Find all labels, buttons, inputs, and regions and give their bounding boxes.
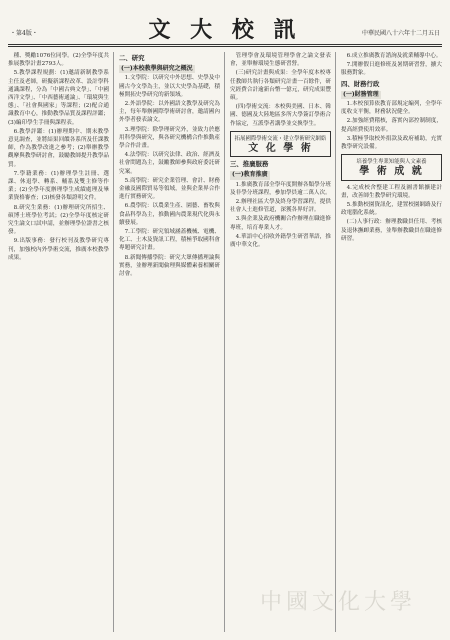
subsection-heading: (一)本校教學與研究之概況: [121, 65, 193, 73]
paragraph: 7.工學院：研究領域涵蓋機械、電機、化工、土木及資訊工程，積極爭取國科會專題研究計畫。: [119, 229, 220, 252]
section-number: ・第4版・: [10, 30, 38, 37]
paragraph: 6.成立推廣教育諮詢及就業輔導中心。: [346, 53, 442, 59]
column-2: [119, 52, 225, 632]
paragraph: 管理學會及環境管理學會之論文發表會，並舉辦環境生態研習營。: [230, 53, 331, 68]
paragraph: 3.積極爭取校外捐款及政府補助，充實教學研究設備。: [341, 135, 442, 151]
paragraph: 6.教學評鑑：(1)辦理期中、期末教學意見調查，並將結果回饋各系所及任課教師，作為教學改進之參考；(2)舉辦教學觀摩與教學研討會，鼓勵教師提升教學品質。: [8, 128, 109, 168]
paragraph: 種、獎勵1076位同學。(2)全學年度共推展教學計畫2793人。: [8, 53, 109, 68]
paragraph: 8.新聞傳播學院：研究大眾傳播理論與實務，並辦理新聞倫理與媒體素養相關研討會。: [119, 254, 220, 278]
paragraph: (二)人事行政：辦理教職員任用、考核及退休撫卹業務，並舉辦教職員在職進修研習。: [341, 219, 442, 242]
paragraph: 1.本校預算依教育部規定編列，全學年度收支平衡，財務狀況健全。: [341, 101, 442, 116]
paragraph: 5.商學院：研究企業管理、會計、財務金融及國際貿易等領域，並與企業界合作進行實務研究。: [119, 177, 220, 201]
paragraph: 4.法學院：以研究法律、政治、經濟及社會問題為主，鼓勵教師參與政府委託研究案。: [119, 152, 220, 175]
paragraph: (三)研究計畫與成果：全學年度本校專任教師共執行各類研究計畫一百餘件，研究經費合計逾新台幣一億元，研究成果豐碩。: [230, 70, 331, 102]
section-heading: 三、推廣服務: [230, 160, 269, 169]
column-3: [230, 52, 336, 632]
paragraph: 4.華語中心招收外籍學生研習華語，推廣中華文化。: [230, 233, 331, 249]
article-columns: [8, 52, 442, 632]
headline-box: [230, 131, 331, 157]
paragraph: 1.推廣教育部全學年度開辦各類學分班及非學分班課程，參加學員逾二萬人次。: [230, 181, 331, 196]
watermark-text: 中國文化大學: [260, 590, 417, 615]
paragraph: 5.教學課程規劃：(1)邀請新制教學系主任及老師，研擬新課程改革、設計學科通識課程，分為「中國古典文學」、「中國西洋文學」、「中西藝術通論」、「環境與生態」、「社會與國家」等課程；(2)配合通識教育中心，推動教學品質及課程評鑑；(3)編印學生手冊與課程表。: [8, 70, 109, 126]
paragraph: (四)學術交流：本校與美國、日本、韓國、德國及大陸地區多所大學簽訂學術合作協定，互派學者講學並交換學生。: [230, 104, 331, 127]
masthead: [8, 10, 442, 47]
paragraph: 8.研究生業務：(1)辦理研究所招生、碩博士班學位考試；(2)全學年度核定研究生論文口試申請，並辦理學位證書之核發。: [8, 204, 109, 236]
paragraph: 3.理學院：除學理研究外，並致力於應用科學與研究，與各研究機構合作推動產學合作計畫。: [119, 126, 220, 150]
paragraph: 6.農學院：以農業生產、園藝、畜牧與食品科學為主，推動國內農業現代化與永續發展。: [119, 203, 220, 226]
newspaper-title: 文 大 校 訊: [148, 17, 302, 43]
column-4: [341, 52, 442, 632]
subsection-heading: (一)教育推廣: [232, 171, 268, 179]
section-heading: 四、財務行政: [341, 79, 380, 88]
issue-date: 中華民國八十六年十二月五日: [361, 30, 440, 37]
headline-subtitle: 拓展國際學術交流・建立學術研究網絡: [234, 135, 327, 142]
column-1: [8, 52, 114, 632]
subsection-heading: (一)財務管理: [343, 90, 379, 98]
paragraph: 9.出版事務：發行校刊及教學研究專刊，加強校內外學術交流，推廣本校教學成果。: [8, 238, 109, 261]
headline-box: [341, 154, 442, 180]
paragraph: 5.推動校園資訊化，建置校園網路及行政電腦化系統。: [341, 202, 442, 217]
paragraph: 7.開辦假日進修班及暑期研習營，擴大服務對象。: [341, 62, 442, 77]
paragraph: 4.完成校舍整建工程及圖書館擴建計畫，改善師生教學研究環境。: [341, 184, 442, 199]
paragraph: 3.與企業及政府機關合作辦理在職進修專班，培育專業人才。: [230, 216, 331, 231]
paragraph: 1.文學院：以研究中外思想、史學及中國古今文學為主，並以大史學為基礎，積極開拓史學研究的新領域。: [119, 75, 220, 98]
paragraph: 2.外語學院：以外國語文教學及研究為主，每年舉辦國際學術研討會，邀請國內外學者發表論文。: [119, 101, 220, 124]
headline-subtitle: 培養學生專業知能與人文素養: [356, 159, 427, 166]
paragraph: 7.學籍業務：(1)辦理學生註冊、選課、休退學、轉系、輔系及雙主修等作業；(2)全學年度辦理學生成績處理及畢業資格審查；(3)核發各類證明文件。: [8, 170, 109, 202]
paragraph: 2.加強經費稽核，落實內部控制制度，提高經費使用效率。: [341, 118, 442, 133]
headline-text: 學 術 成 就: [359, 166, 424, 178]
paragraph: 2.辦理社區大學及終身學習課程，提供社會人士進修管道，深獲各界好評。: [230, 199, 331, 214]
section-heading: 二、研究: [119, 54, 145, 62]
headline-text: 文 化 學 術: [248, 143, 313, 155]
